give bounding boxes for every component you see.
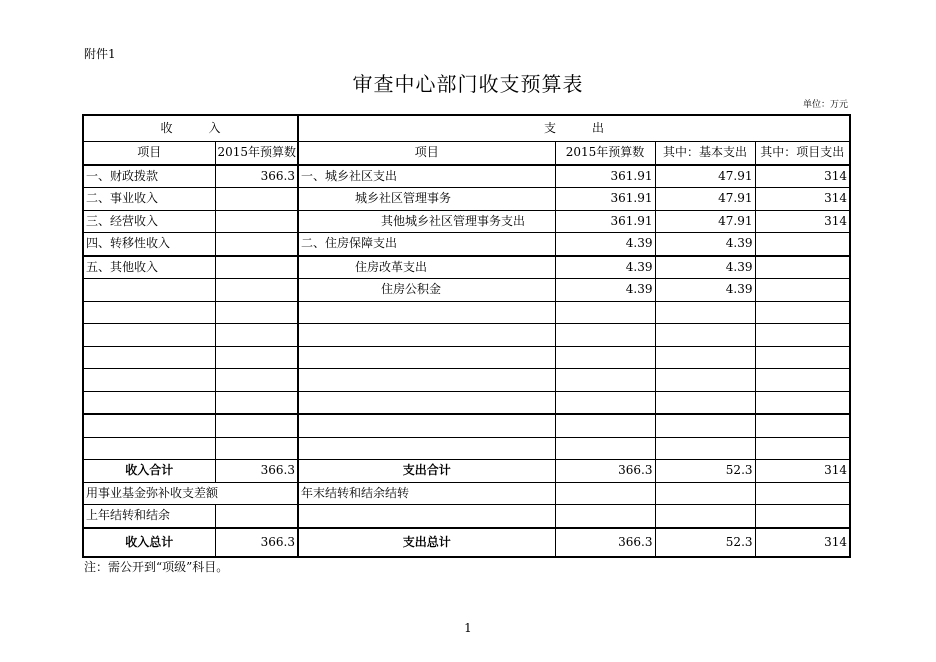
expense-value: 4.39 — [555, 233, 655, 256]
table-row — [83, 256, 850, 279]
expense-value — [555, 437, 655, 460]
expense-value — [555, 414, 655, 437]
grand-total-row — [83, 528, 850, 557]
project-value — [755, 437, 850, 460]
col-header-exp-item: 项目 — [298, 142, 555, 165]
expense-value: 4.39 — [555, 279, 655, 302]
project-value — [755, 233, 850, 256]
col-header-item: 项目 — [83, 142, 215, 165]
income-value — [215, 301, 298, 324]
prev-carryover-row — [83, 505, 850, 528]
basic-value — [655, 414, 755, 437]
table-row — [83, 324, 850, 347]
income-item: 一、财政拨款 — [83, 165, 215, 188]
expense-item: 住房改革支出 — [298, 256, 555, 279]
appendix-label: 附件1 — [84, 47, 116, 61]
income-item — [83, 414, 215, 437]
project-value — [755, 391, 850, 414]
carryover-end-value — [555, 482, 655, 505]
income-item — [83, 279, 215, 302]
budget-table — [82, 114, 851, 558]
expense-total-value: 366.3 — [555, 460, 655, 483]
income-value — [215, 210, 298, 233]
page-title: 审查中心部门收支预算表 — [352, 72, 584, 96]
unit-label: 单位：万元 — [802, 100, 848, 110]
expense-value: 361.91 — [555, 210, 655, 233]
income-item: 二、事业收入 — [83, 188, 215, 211]
income-item — [83, 346, 215, 369]
table-row — [83, 391, 850, 414]
income-value — [215, 346, 298, 369]
income-item — [83, 301, 215, 324]
footnote: 注：需公开到“项级”科目。 — [84, 560, 229, 574]
basic-value — [655, 301, 755, 324]
expense-value: 4.39 — [555, 256, 655, 279]
income-value — [215, 233, 298, 256]
header-row-groups — [83, 115, 850, 142]
basic-value: 4.39 — [655, 256, 755, 279]
project-value — [755, 369, 850, 392]
expense-value — [555, 391, 655, 414]
project-value: 314 — [755, 210, 850, 233]
project-value — [755, 256, 850, 279]
expense-item — [298, 391, 555, 414]
table-row — [83, 210, 850, 233]
col-header-budget: 2015年预算数 — [215, 142, 298, 165]
income-item: 四、转移性收入 — [83, 233, 215, 256]
income-header: 收 入 — [83, 115, 298, 142]
table-row — [83, 188, 850, 211]
basic-value: 4.39 — [655, 233, 755, 256]
empty-cell — [298, 505, 555, 528]
fund-label: 用事业基金弥补收支差额 — [83, 482, 298, 505]
expense-item — [298, 414, 555, 437]
expense-value — [555, 301, 655, 324]
expense-grand-label: 支出总计 — [298, 528, 555, 557]
expense-grand-value: 366.3 — [555, 528, 655, 557]
project-value: 314 — [755, 188, 850, 211]
income-value — [215, 369, 298, 392]
expense-item — [298, 346, 555, 369]
carryover-end-project — [755, 482, 850, 505]
basic-value — [655, 324, 755, 347]
basic-value — [655, 391, 755, 414]
income-item — [83, 437, 215, 460]
col-header-project: 其中：项目支出 — [755, 142, 850, 165]
expense-item — [298, 437, 555, 460]
carryover-end-label: 年末结转和结余结转 — [298, 482, 555, 505]
income-item — [83, 391, 215, 414]
income-value — [215, 324, 298, 347]
income-item: 三、经营收入 — [83, 210, 215, 233]
expense-item — [298, 301, 555, 324]
table-row — [83, 301, 850, 324]
income-grand-value: 366.3 — [215, 528, 298, 557]
income-item — [83, 324, 215, 347]
basic-value: 47.91 — [655, 210, 755, 233]
income-value — [215, 414, 298, 437]
basic-value — [655, 437, 755, 460]
project-value — [755, 346, 850, 369]
table-row — [83, 437, 850, 460]
income-value — [215, 279, 298, 302]
table-row — [83, 414, 850, 437]
income-value — [215, 437, 298, 460]
prev-carryover-label: 上年结转和结余 — [83, 505, 215, 528]
project-grand-value: 314 — [755, 528, 850, 557]
basic-value — [655, 346, 755, 369]
project-value — [755, 414, 850, 437]
empty-cell — [755, 505, 850, 528]
prev-carryover-value — [215, 505, 298, 528]
income-grand-label: 收入总计 — [83, 528, 215, 557]
col-header-basic: 其中：基本支出 — [655, 142, 755, 165]
expense-item — [298, 324, 555, 347]
table-row — [83, 279, 850, 302]
expense-item: 其他城乡社区管理事务支出 — [298, 210, 555, 233]
income-value — [215, 256, 298, 279]
expense-item — [298, 369, 555, 392]
project-value — [755, 301, 850, 324]
basic-total-value: 52.3 — [655, 460, 755, 483]
expense-item: 一、城乡社区支出 — [298, 165, 555, 188]
expense-value: 361.91 — [555, 165, 655, 188]
basic-grand-value: 52.3 — [655, 528, 755, 557]
fund-row — [83, 482, 850, 505]
totals-row — [83, 460, 850, 483]
basic-value: 4.39 — [655, 279, 755, 302]
empty-cell — [655, 505, 755, 528]
expense-total-label: 支出合计 — [298, 460, 555, 483]
income-item: 五、其他收入 — [83, 256, 215, 279]
income-item — [83, 369, 215, 392]
basic-value: 47.91 — [655, 165, 755, 188]
project-value — [755, 324, 850, 347]
carryover-end-basic — [655, 482, 755, 505]
expense-item: 二、住房保障支出 — [298, 233, 555, 256]
empty-cell — [555, 505, 655, 528]
income-value — [215, 391, 298, 414]
income-value — [215, 188, 298, 211]
table-row — [83, 165, 850, 188]
expense-value: 361.91 — [555, 188, 655, 211]
expense-header: 支 出 — [298, 115, 850, 142]
project-total-value: 314 — [755, 460, 850, 483]
income-total-value: 366.3 — [215, 460, 298, 483]
expense-item: 住房公积金 — [298, 279, 555, 302]
expense-item: 城乡社区管理事务 — [298, 188, 555, 211]
expense-value — [555, 324, 655, 347]
table-row — [83, 346, 850, 369]
table-row — [83, 233, 850, 256]
project-value — [755, 279, 850, 302]
table-row — [83, 369, 850, 392]
basic-value — [655, 369, 755, 392]
project-value: 314 — [755, 165, 850, 188]
income-total-label: 收入合计 — [83, 460, 215, 483]
page-number: 1 — [464, 621, 472, 635]
expense-value — [555, 369, 655, 392]
col-header-exp-budget: 2015年预算数 — [555, 142, 655, 165]
expense-value — [555, 346, 655, 369]
income-value: 366.3 — [215, 165, 298, 188]
basic-value: 47.91 — [655, 188, 755, 211]
header-row-columns — [83, 142, 850, 165]
